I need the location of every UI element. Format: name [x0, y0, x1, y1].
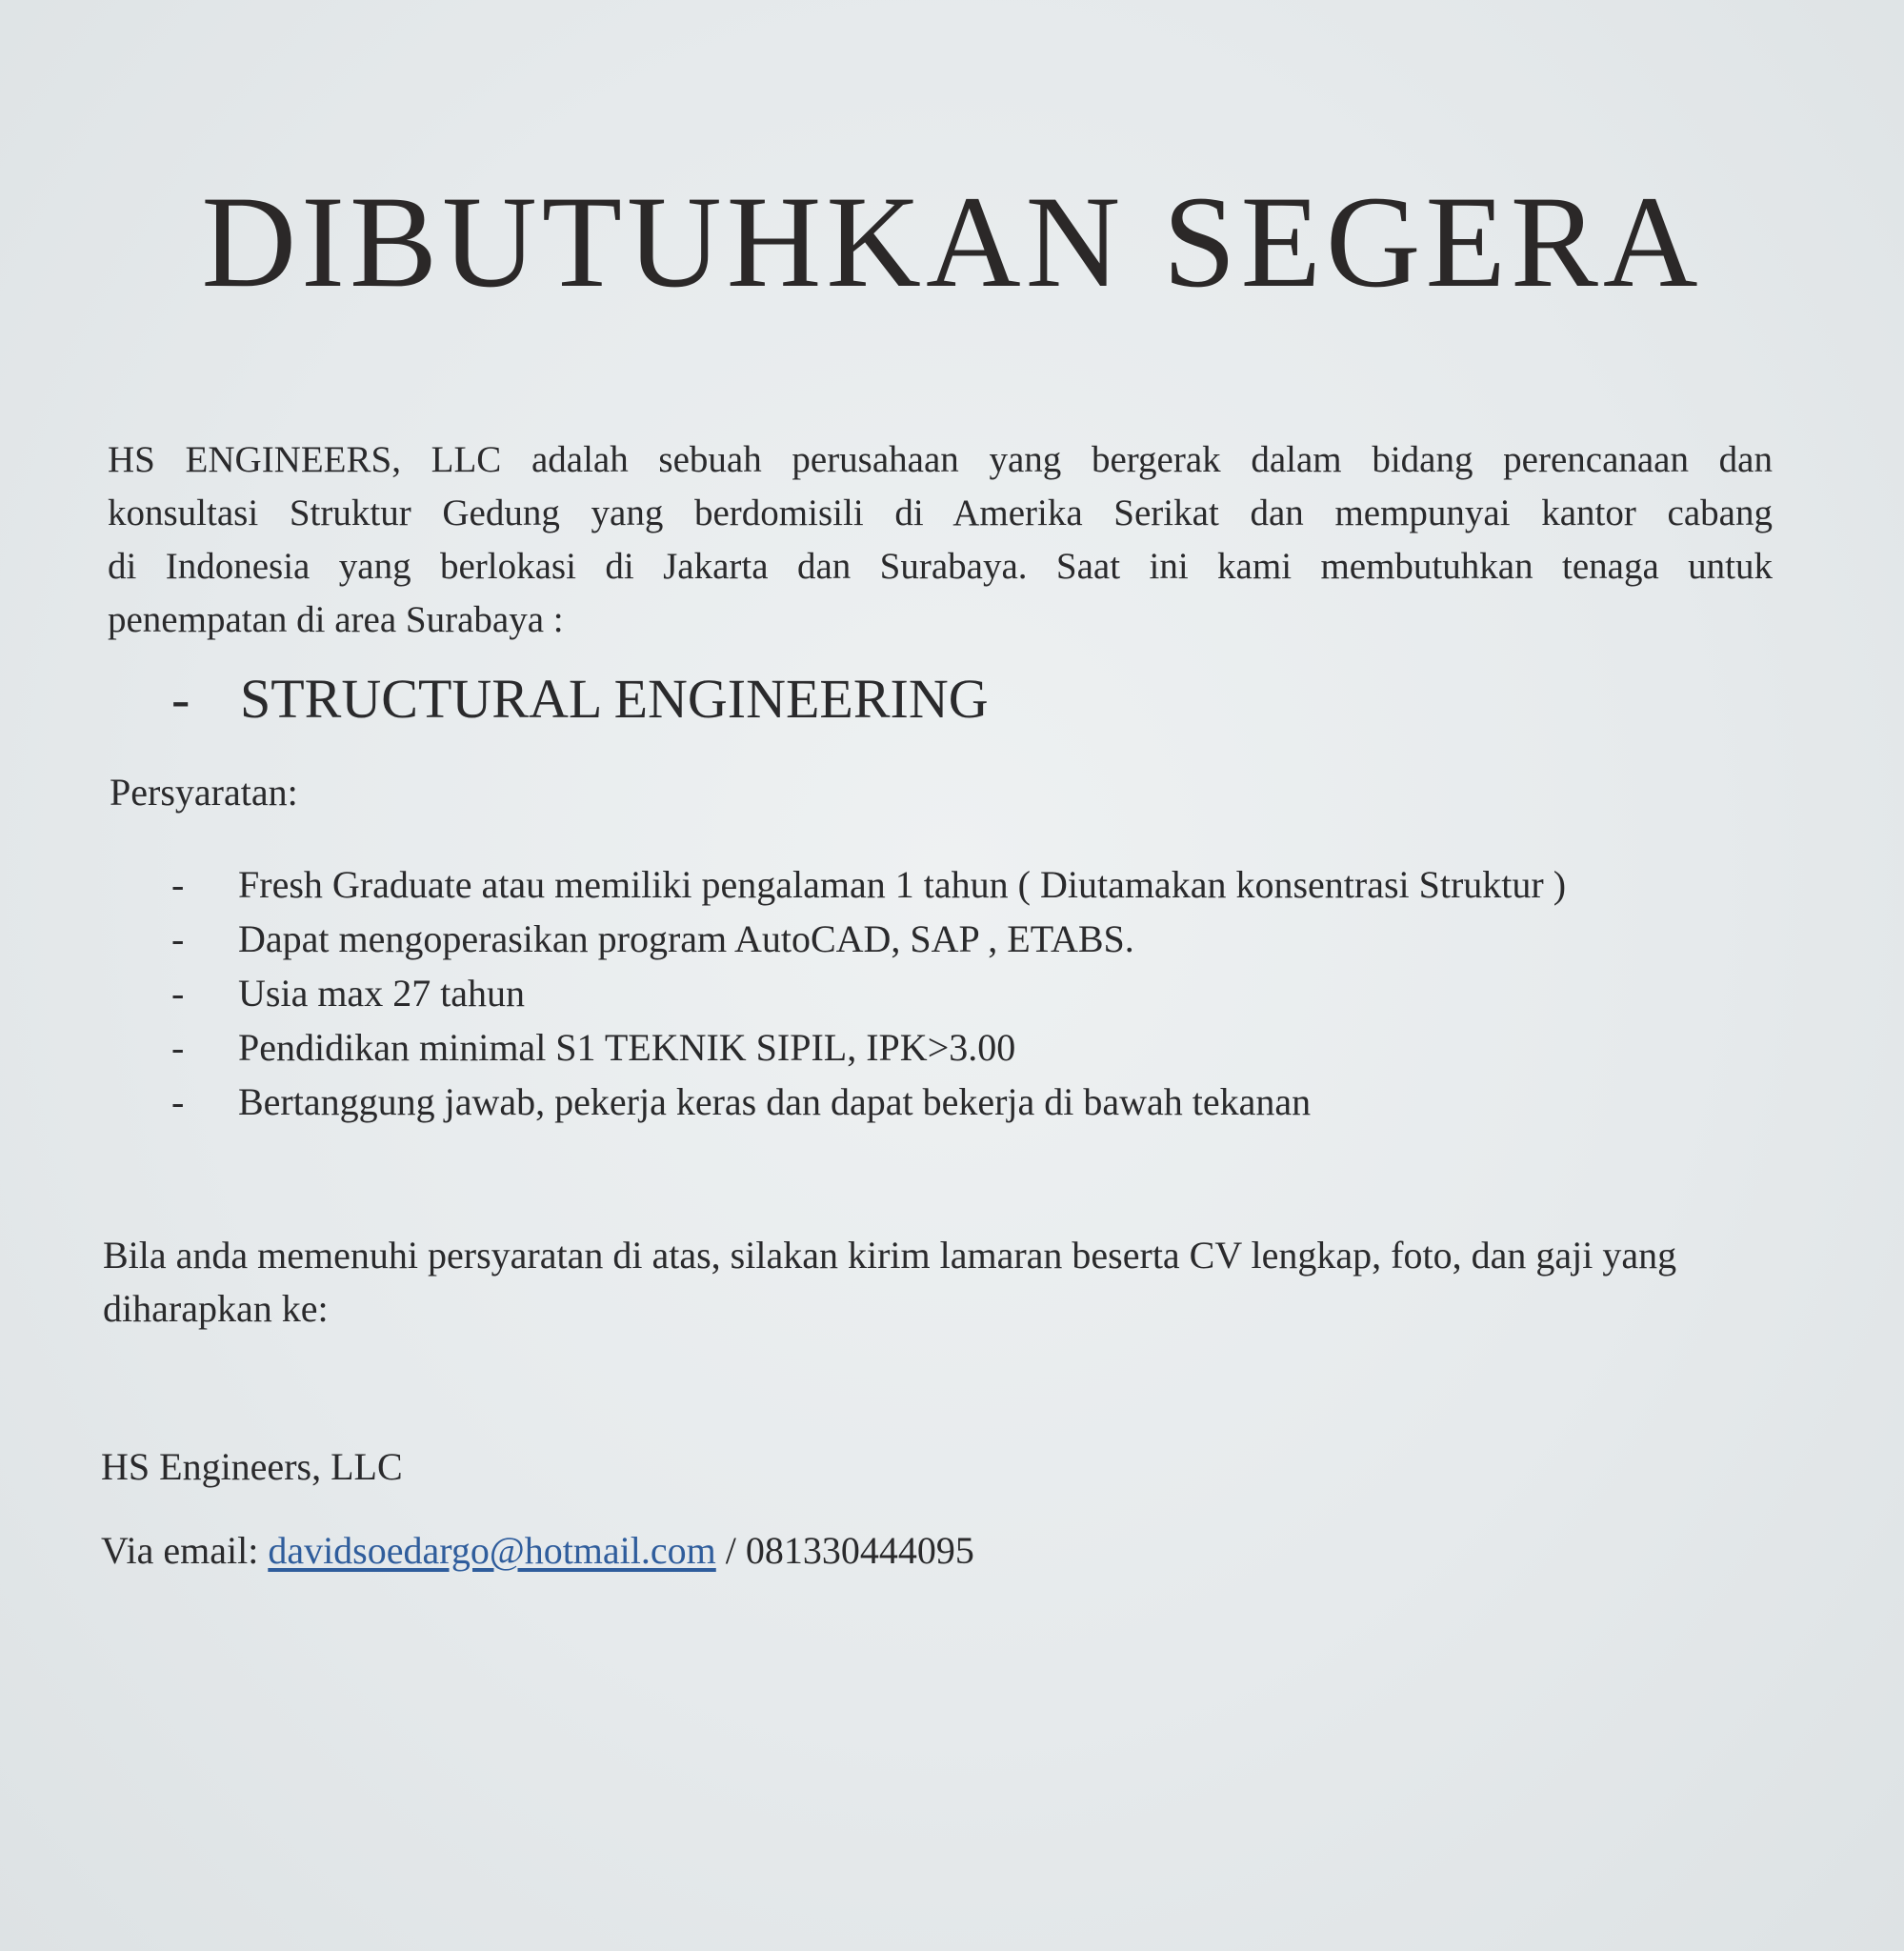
list-item — [171, 1020, 1566, 1075]
requirement-text: Usia max 27 tahun — [238, 972, 526, 1015]
requirement-text: Fresh Graduate atau memiliki pengalaman 1 tahun ( Diutamakan konsentrasi Struktur ) — [238, 863, 1567, 906]
requirement-text: Dapat mengoperasikan program AutoCAD, SAP , ETABS. — [238, 917, 1134, 960]
contact-separator: / — [715, 1529, 746, 1572]
intro-line: penempatan di area Surabaya : — [108, 599, 564, 640]
phone-number: 081330444095 — [745, 1529, 974, 1572]
contact-prefix: Via email: — [101, 1529, 269, 1572]
requirement-text: Bertanggung jawab, pekerja keras dan dapat bekerja di bawah tekanan — [238, 1080, 1312, 1123]
list-bullet: - — [171, 917, 185, 960]
requirement-text: Pendidikan minimal S1 TEKNIK SIPIL, IPK>3.00 — [238, 1026, 1016, 1069]
intro-line: di Indonesia yang berlokasi di Jakarta dan Surabaya. Saat ini kami membutuhkan tenaga untuk — [108, 546, 1773, 587]
requirements-heading: Persyaratan: — [110, 771, 298, 814]
list-item — [171, 857, 1566, 912]
list-bullet: - — [171, 863, 185, 906]
requirements-list — [171, 857, 1566, 1129]
intro-line: konsultasi Struktur Gedung yang berdomisili di Amerika Serikat dan mempunyai kantor cabang — [108, 493, 1773, 533]
list-bullet: - — [171, 1026, 185, 1069]
list-item — [171, 966, 1566, 1020]
email-link[interactable]: davidsoedargo@hotmail.com — [268, 1529, 716, 1572]
page-title: DIBUTUHKAN SEGERA — [201, 169, 1703, 314]
company-name: HS Engineers, LLC — [101, 1445, 403, 1488]
position-title — [171, 668, 989, 730]
position-label: STRUCTURAL ENGINEERING — [240, 668, 989, 730]
position-bullet: - — [171, 668, 190, 730]
list-item — [171, 912, 1566, 966]
contact-line — [101, 1529, 974, 1572]
intro-line: HS ENGINEERS, LLC adalah sebuah perusahaan yang bergerak dalam bidang perencanaan dan — [108, 439, 1773, 480]
list-item — [171, 1075, 1566, 1129]
list-bullet: - — [171, 1080, 185, 1123]
intro-paragraph — [108, 433, 1773, 647]
list-bullet: - — [171, 972, 185, 1015]
closing-paragraph: Bila anda memenuhi persyaratan di atas, silakan kirim lamaran beserta CV lengkap, foto, dan gaji yang diharapkan ke: — [103, 1234, 1677, 1330]
